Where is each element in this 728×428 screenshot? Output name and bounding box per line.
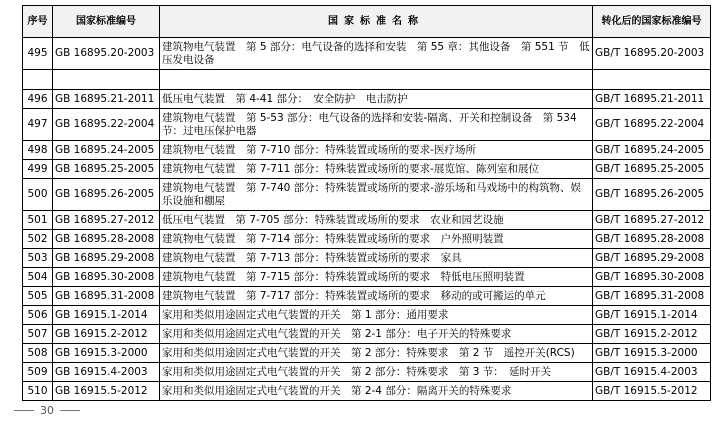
row-name: 家用和类似用途固定式电气装置的开关 第 2 部分：特殊要求 第 3 节： 延时开关 [160, 363, 593, 382]
row-name: 建筑物电气装置 第 7-740 部分：特殊装置或场所的要求-游乐场和马戏场中的构筑物、娱乐设施和棚屋 [160, 179, 593, 211]
table-row [23, 160, 711, 179]
row-no: 505 [23, 287, 53, 306]
row-name: 建筑物电气装置 第 7-713 部分：特殊装置或场所的要求 家具 [160, 249, 593, 268]
row-code: GB 16895.27-2012 [53, 211, 160, 230]
row-code: GB 16895.28-2008 [53, 230, 160, 249]
header-code: 国家标准编号 [53, 6, 160, 38]
row-new-code: GB/T 16895.28-2008 [593, 230, 711, 249]
row-new-code: GB/T 16895.22-2004 [593, 109, 711, 141]
row-code: GB 16915.3-2000 [53, 344, 160, 363]
table-row [23, 90, 711, 109]
table-row [23, 287, 711, 306]
row-new-code [593, 70, 711, 90]
row-code: GB 16895.26-2005 [53, 179, 160, 211]
row-code: GB 16895.24-2005 [53, 141, 160, 160]
row-no: 506 [23, 306, 53, 325]
row-name: 建筑物电气装置 第 7-710 部分：特殊装置或场所的要求-医疗场所 [160, 141, 593, 160]
table-row [23, 249, 711, 268]
row-new-code: GB/T 16915.3-2000 [593, 344, 711, 363]
row-no: 498 [23, 141, 53, 160]
row-name: 建筑物电气装置 第 7-717 部分：特殊装置或场所的要求 移动的或可搬运的单元 [160, 287, 593, 306]
table-row [23, 306, 711, 325]
row-code: GB 16915.1-2014 [53, 306, 160, 325]
row-no: 507 [23, 325, 53, 344]
row-code [53, 70, 160, 90]
row-code: GB 16895.30-2008 [53, 268, 160, 287]
row-new-code: GB/T 16895.30-2008 [593, 268, 711, 287]
row-new-code: GB/T 16895.21-2011 [593, 90, 711, 109]
row-new-code: GB/T 16895.26-2005 [593, 179, 711, 211]
row-no: 502 [23, 230, 53, 249]
row-name: 建筑物电气装置 第 5 部分：电气设备的选择和安装 第 55 章：其他设备 第 551 节 低压发电设备 [160, 38, 593, 70]
table-row [23, 344, 711, 363]
table-row [23, 141, 711, 160]
row-name: 低压电气装置 第 7-705 部分：特殊装置或场所的要求 农业和园艺设施 [160, 211, 593, 230]
footer-dash-left [14, 410, 34, 411]
row-name: 低压电气装置 第 4-41 部分： 安全防护 电击防护 [160, 90, 593, 109]
row-name: 建筑物电气装置 第 5-53 部分：电气设备的选择和安装-隔离、开关和控制设备 第 534 节：过电压保护电器 [160, 109, 593, 141]
row-code: GB 16895.21-2011 [53, 90, 160, 109]
row-no: 503 [23, 249, 53, 268]
row-new-code: GB/T 16915.5-2012 [593, 382, 711, 401]
table-row [23, 179, 711, 211]
row-no: 497 [23, 109, 53, 141]
row-new-code: GB/T 16895.20-2003 [593, 38, 711, 70]
table-row [23, 211, 711, 230]
row-no: 508 [23, 344, 53, 363]
row-new-code: GB/T 16915.1-2014 [593, 306, 711, 325]
standards-table [22, 5, 711, 401]
row-no: 509 [23, 363, 53, 382]
table-row [23, 382, 711, 401]
row-name: 家用和类似用途固定式电气装置的开关 第 2-1 部分：电子开关的特殊要求 [160, 325, 593, 344]
row-code: GB 16915.5-2012 [53, 382, 160, 401]
row-code: GB 16895.31-2008 [53, 287, 160, 306]
table-row [23, 109, 711, 141]
row-code: GB 16895.22-2004 [53, 109, 160, 141]
row-name: 建筑物电气装置 第 7-711 部分：特殊装置或场所的要求-展览馆、陈列室和展位 [160, 160, 593, 179]
row-no: 510 [23, 382, 53, 401]
header-new-code: 转化后的国家标准编号 [593, 6, 711, 38]
row-no: 501 [23, 211, 53, 230]
page-footer [8, 404, 86, 417]
row-no: 495 [23, 38, 53, 70]
row-new-code: GB/T 16915.4-2003 [593, 363, 711, 382]
row-code: GB 16895.25-2005 [53, 160, 160, 179]
row-code: GB 16915.4-2003 [53, 363, 160, 382]
row-new-code: GB/T 16895.25-2005 [593, 160, 711, 179]
row-code: GB 16895.29-2008 [53, 249, 160, 268]
row-new-code: GB/T 16895.31-2008 [593, 287, 711, 306]
table-row [23, 38, 711, 70]
header-no: 序号 [23, 6, 53, 38]
header-name: 国家标准名称 [160, 6, 593, 38]
page-number: 30 [40, 404, 54, 417]
table-row [23, 230, 711, 249]
row-new-code: GB/T 16895.24-2005 [593, 141, 711, 160]
footer-dash-right [60, 410, 80, 411]
row-name: 建筑物电气装置 第 7-715 部分：特殊装置或场所的要求 特低电压照明装置 [160, 268, 593, 287]
table-header-row [23, 6, 711, 38]
row-no: 500 [23, 179, 53, 211]
row-name [160, 70, 593, 90]
row-code: GB 16915.2-2012 [53, 325, 160, 344]
row-new-code: GB/T 16895.29-2008 [593, 249, 711, 268]
row-new-code: GB/T 16895.27-2012 [593, 211, 711, 230]
row-no [23, 70, 53, 90]
row-no: 504 [23, 268, 53, 287]
table-row [23, 325, 711, 344]
table-row-empty [23, 70, 711, 90]
row-name: 家用和类似用途固定式电气装置的开关 第 2 部分：特殊要求 第 2 节 遥控开关(RCS) [160, 344, 593, 363]
table-row [23, 268, 711, 287]
row-no: 496 [23, 90, 53, 109]
row-name: 家用和类似用途固定式电气装置的开关 第 2-4 部分：隔离开关的特殊要求 [160, 382, 593, 401]
table-row [23, 363, 711, 382]
row-name: 家用和类似用途固定式电气装置的开关 第 1 部分：通用要求 [160, 306, 593, 325]
row-no: 499 [23, 160, 53, 179]
row-name: 建筑物电气装置 第 7-714 部分：特殊装置或场所的要求 户外照明装置 [160, 230, 593, 249]
row-new-code: GB/T 16915.2-2012 [593, 325, 711, 344]
row-code: GB 16895.20-2003 [53, 38, 160, 70]
